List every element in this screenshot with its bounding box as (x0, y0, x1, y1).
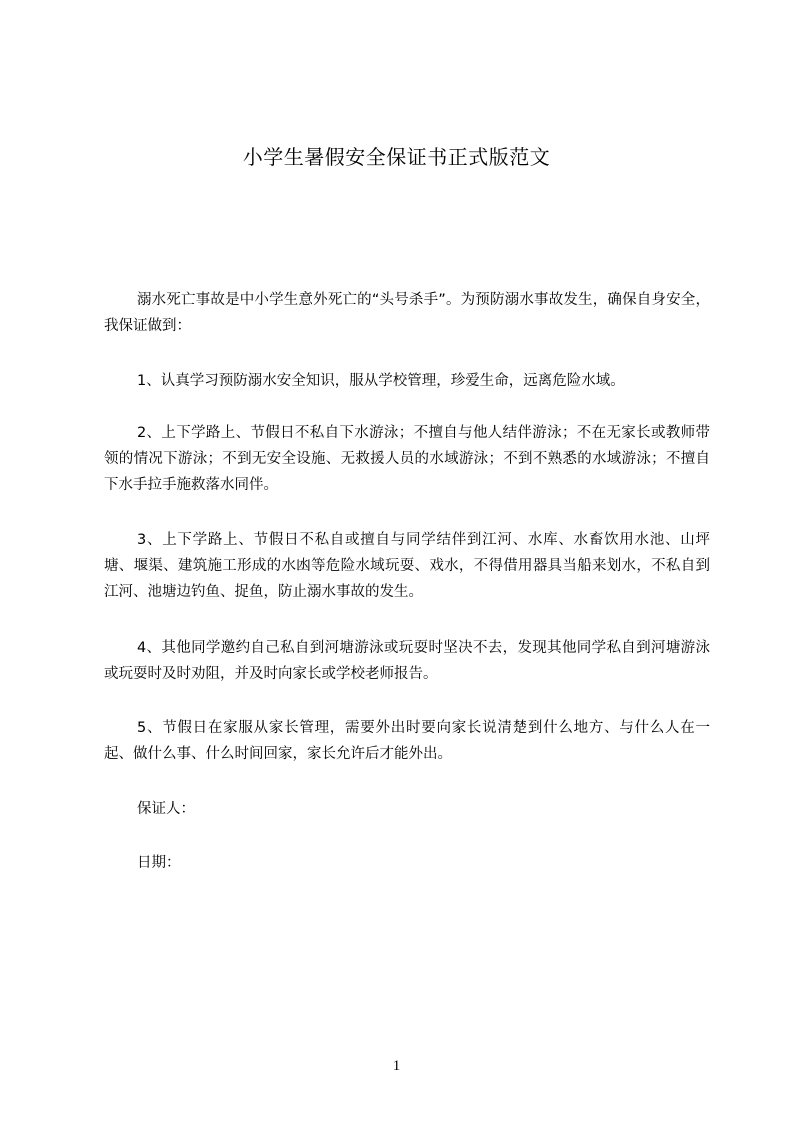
item-5-paragraph: 5、节假日在家服从家长管理，需要外出时要向家长说清楚到什么地方、与什么人在一起、做什么事、什么时间回家，家长允许后才能外出。 (104, 720, 710, 762)
item-2-paragraph: 2、上下学路上、节假日不私自下水游泳；不擅自与他人结伴游泳；不在无家长或教师带领的情况下游泳；不到无安全设施、无救援人员的水域游泳；不到不熟悉的水域游泳；不擅自下水手拉手施救落水同伴。 (104, 425, 710, 493)
page-number: 1 (392, 1058, 401, 1074)
intro-paragraph: 溺水死亡事故是中小学生意外死亡的“头号杀手”。为预防溺水事故发生，确保自身安全，我保证做到： (104, 292, 710, 334)
item-4-paragraph: 4、其他同学邀约自己私自到河塘游泳或玩耍时坚决不去，发现其他同学私自到河塘游泳或玩耍时及时劝阻，并及时向家长或学校老师报告。 (104, 640, 710, 682)
document-title: 小学生暑假安全保证书正式版范文 (242, 145, 551, 169)
guarantor-label: 保证人： (137, 801, 195, 817)
item-1-paragraph: 1、认真学习预防溺水安全知识，服从学校管理，珍爱生命，远离危险水域。 (137, 373, 625, 389)
date-label: 日期： (137, 855, 181, 871)
item-3-paragraph: 3、上下学路上、节假日不私自或擅自与同学结伴到江河、水库、水畜饮用水池、山坪塘、堰渠、建筑施工形成的水凼等危险水域玩耍、戏水，不得借用器具当船来划水，不私自到江河、池塘边钓鱼、捉鱼，防止溺水事故的发生。 (104, 532, 710, 600)
